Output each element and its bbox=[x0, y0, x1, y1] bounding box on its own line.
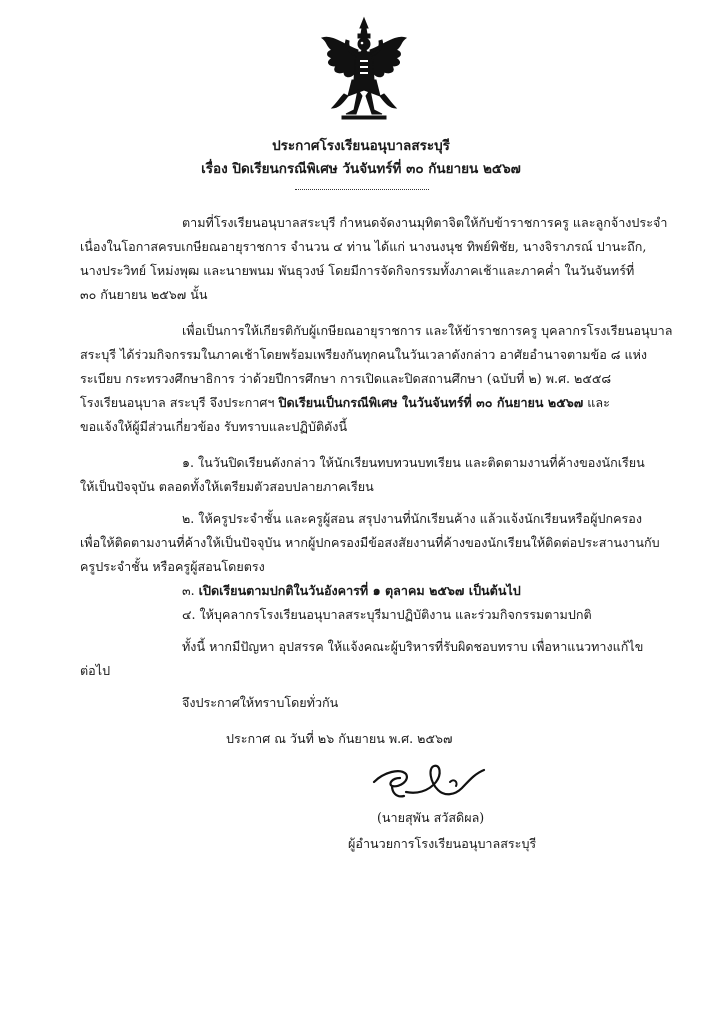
paragraph-line: ๓๐ กันยายน ๒๕๖๗ นั้น bbox=[80, 287, 208, 302]
item-number: ๓. bbox=[182, 583, 195, 598]
paragraph-line: เพื่อให้ติดตามงานที่ค้างให้เป็นปัจจุบัน หากผู้ปกครองมีข้อสงสัยงานที่ค้างของนักเรียนให้ติดต่อประสานงานกับ bbox=[80, 535, 660, 550]
date-line: ประกาศ ณ วันที่ ๒๖ กันยายน พ.ศ. ๒๕๖๗ bbox=[226, 731, 453, 746]
paragraph-line: ๑. ในวันปิดเรียนดังกล่าว ให้นักเรียนทบทวนบทเรียน และติดตามงานที่ค้างของนักเรียน bbox=[182, 455, 645, 470]
announcement-line: จึงประกาศให้ทราบโดยทั่วกัน bbox=[182, 695, 339, 710]
paragraph-line: ๔. ให้บุคลากรโรงเรียนอนุบาลสระบุรีมาปฏิบัติงาน และร่วมกิจกรรมตามปกติ bbox=[182, 607, 592, 622]
paragraph-line: เนื่องในโอกาสครบเกษียณอายุราชการ จำนวน ๔ ท่าน ได้แก่ นางนงนุช ทิพย์พิชัย, นางจิราภรณ์ ปานะถึก, bbox=[80, 239, 647, 254]
paragraph-line: สระบุรี ได้ร่วมกิจกรรมในภาคเช้าโดยพร้อมเพรียงกันทุกคนในวันเวลาดังกล่าว อาศัยอำนาจตามข้อ ๘ แห่ง bbox=[80, 347, 648, 362]
paragraph-line bbox=[182, 581, 521, 601]
document-subject: เรื่อง ปิดเรียนกรณีพิเศษ วันจันทร์ที่ ๓๐ กันยายน ๒๕๖๗ bbox=[201, 161, 521, 177]
signer-name: (นายสุพัน สวัสดิผล) bbox=[377, 810, 485, 825]
closure-notice: ปิดเรียนเป็นกรณีพิเศษ ในวันจันทร์ที่ ๓๐ กันยายน ๒๕๖๗ bbox=[278, 395, 584, 410]
document-title: ประกาศโรงเรียนอนุบาลสระบุรี bbox=[272, 138, 450, 154]
paragraph-line: ครูประจำชั้น หรือครูผู้สอนโดยตรง bbox=[80, 559, 265, 574]
paragraph-line: เพื่อเป็นการให้เกียรติกับผู้เกษียณอายุราชการ และให้ข้าราชการครู บุคลากรโรงเรียนอนุบาล bbox=[182, 323, 673, 338]
paragraph-line bbox=[80, 393, 610, 413]
paragraph-line: นางประวิทย์ โหม่งพุฒ และนายพนม พันธุวงษ์ โดยมีการจัดกิจกรรมทั้งภาคเช้าและภาคค่ำ ในวันจันทร์ที่ bbox=[80, 263, 635, 278]
garuda-emblem-icon bbox=[318, 16, 410, 124]
paragraph-line: ให้เป็นปัจจุบัน ตลอดทั้งให้เตรียมตัวสอบปลายภาคเรียน bbox=[80, 479, 374, 494]
paragraph-line: ต่อไป bbox=[80, 663, 111, 678]
reopen-notice: เปิดเรียนตามปกติในวันอังคารที่ ๑ ตุลาคม ๒๕๖๗ เป็นต้นไป bbox=[198, 583, 521, 598]
title-divider bbox=[295, 189, 429, 190]
signature-image bbox=[370, 752, 490, 806]
paragraph-line: ทั้งนี้ หากมีปัญหา อุปสรรค ให้แจ้งคณะผู้บริหารที่รับผิดชอบทราบ เพื่อหาแนวทางแก้ไข bbox=[182, 639, 644, 654]
paragraph-text: โรงเรียนอนุบาล สระบุรี จึงประกาศฯ bbox=[80, 395, 275, 410]
paragraph-text: และ bbox=[587, 395, 610, 410]
paragraph-line: ขอแจ้งให้ผู้มีส่วนเกี่ยวข้อง รับทราบและปฏิบัติดังนี้ bbox=[80, 419, 348, 434]
signer-position: ผู้อำนวยการโรงเรียนอนุบาลสระบุรี bbox=[348, 836, 537, 851]
paragraph-line: ตามที่โรงเรียนอนุบาลสระบุรี กำหนดจัดงานมุทิตาจิตให้กับข้าราชการครู และลูกจ้างประจำ bbox=[182, 215, 668, 230]
paragraph-line: ระเบียบ กระทรวงศึกษาธิการ ว่าด้วยปีการศึกษา การเปิดและปิดสถานศึกษา (ฉบับที่ ๒) พ.ศ. ๒๕๕๘ bbox=[80, 371, 612, 386]
paragraph-line: ๒. ให้ครูประจำชั้น และครูผู้สอน สรุปงานที่นักเรียนค้าง แล้วแจ้งนักเรียนหรือผู้ปกครอง bbox=[182, 511, 642, 526]
